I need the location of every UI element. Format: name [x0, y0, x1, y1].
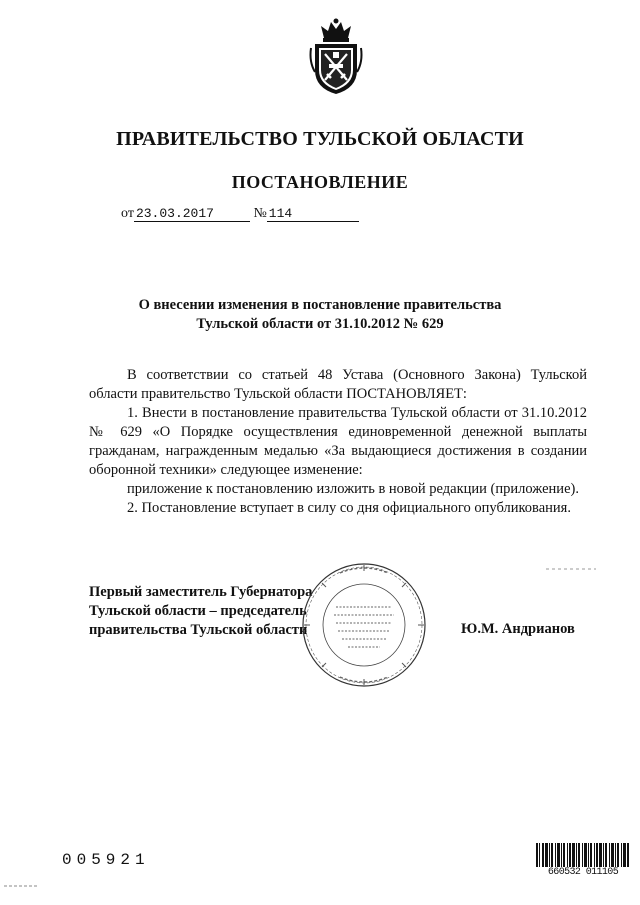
document-subject [0, 296, 640, 334]
faint-mark [546, 566, 596, 572]
body-paragraph-item-2: 2. Постановление вступает в силу со дня официального опубликования. [127, 500, 571, 516]
document-date: 23.03.2017 [134, 206, 250, 222]
document-number: 114 [267, 206, 359, 222]
signatory-name: Ю.М. Андрианов [461, 621, 575, 637]
round-stamp-icon [300, 561, 428, 689]
document-number-line [121, 206, 359, 222]
barcode-number: 660532 011105 [536, 867, 630, 879]
government-title: ПРАВИТЕЛЬСТВО ТУЛЬСКОЙ ОБЛАСТИ [116, 128, 524, 150]
body-paragraph-preamble: В соответствии со статьей 48 Устава (Основного Закона) Тульской области правительство Тульской области ПОСТАНОВЛЯЕТ: [89, 367, 587, 402]
page-edge-mark [4, 885, 38, 887]
signatory-line-1: Первый заместитель Губернатора [89, 584, 313, 600]
number-label: № [253, 206, 267, 221]
date-label: от [121, 206, 134, 221]
signatory-line-3: правительства Тульской области [89, 622, 308, 638]
subject-line-1: О внесении изменения в постановление правительства [138, 297, 502, 313]
registration-number: 005921 [62, 851, 150, 869]
coat-of-arms-icon [307, 18, 365, 96]
subject-line-2: Тульской области от 31.10.2012 № 629 [196, 316, 444, 332]
document-body [89, 366, 587, 518]
signatory-line-2: Тульской области – председатель [89, 603, 307, 619]
body-paragraph-item-1: 1. Внести в постановление правительства Тульской области от 31.10.2012 № 629 «О Порядке осуществления единовременной денежной выплаты гражданам, награжденным медалью «За выдающиеся достижения в создании оборонной техники» следующее изменение: [89, 405, 587, 478]
body-paragraph-change: приложение к постановлению изложить в новой редакции (приложение). [127, 481, 579, 497]
document-type: ПОСТАНОВЛЕНИЕ [231, 172, 409, 192]
